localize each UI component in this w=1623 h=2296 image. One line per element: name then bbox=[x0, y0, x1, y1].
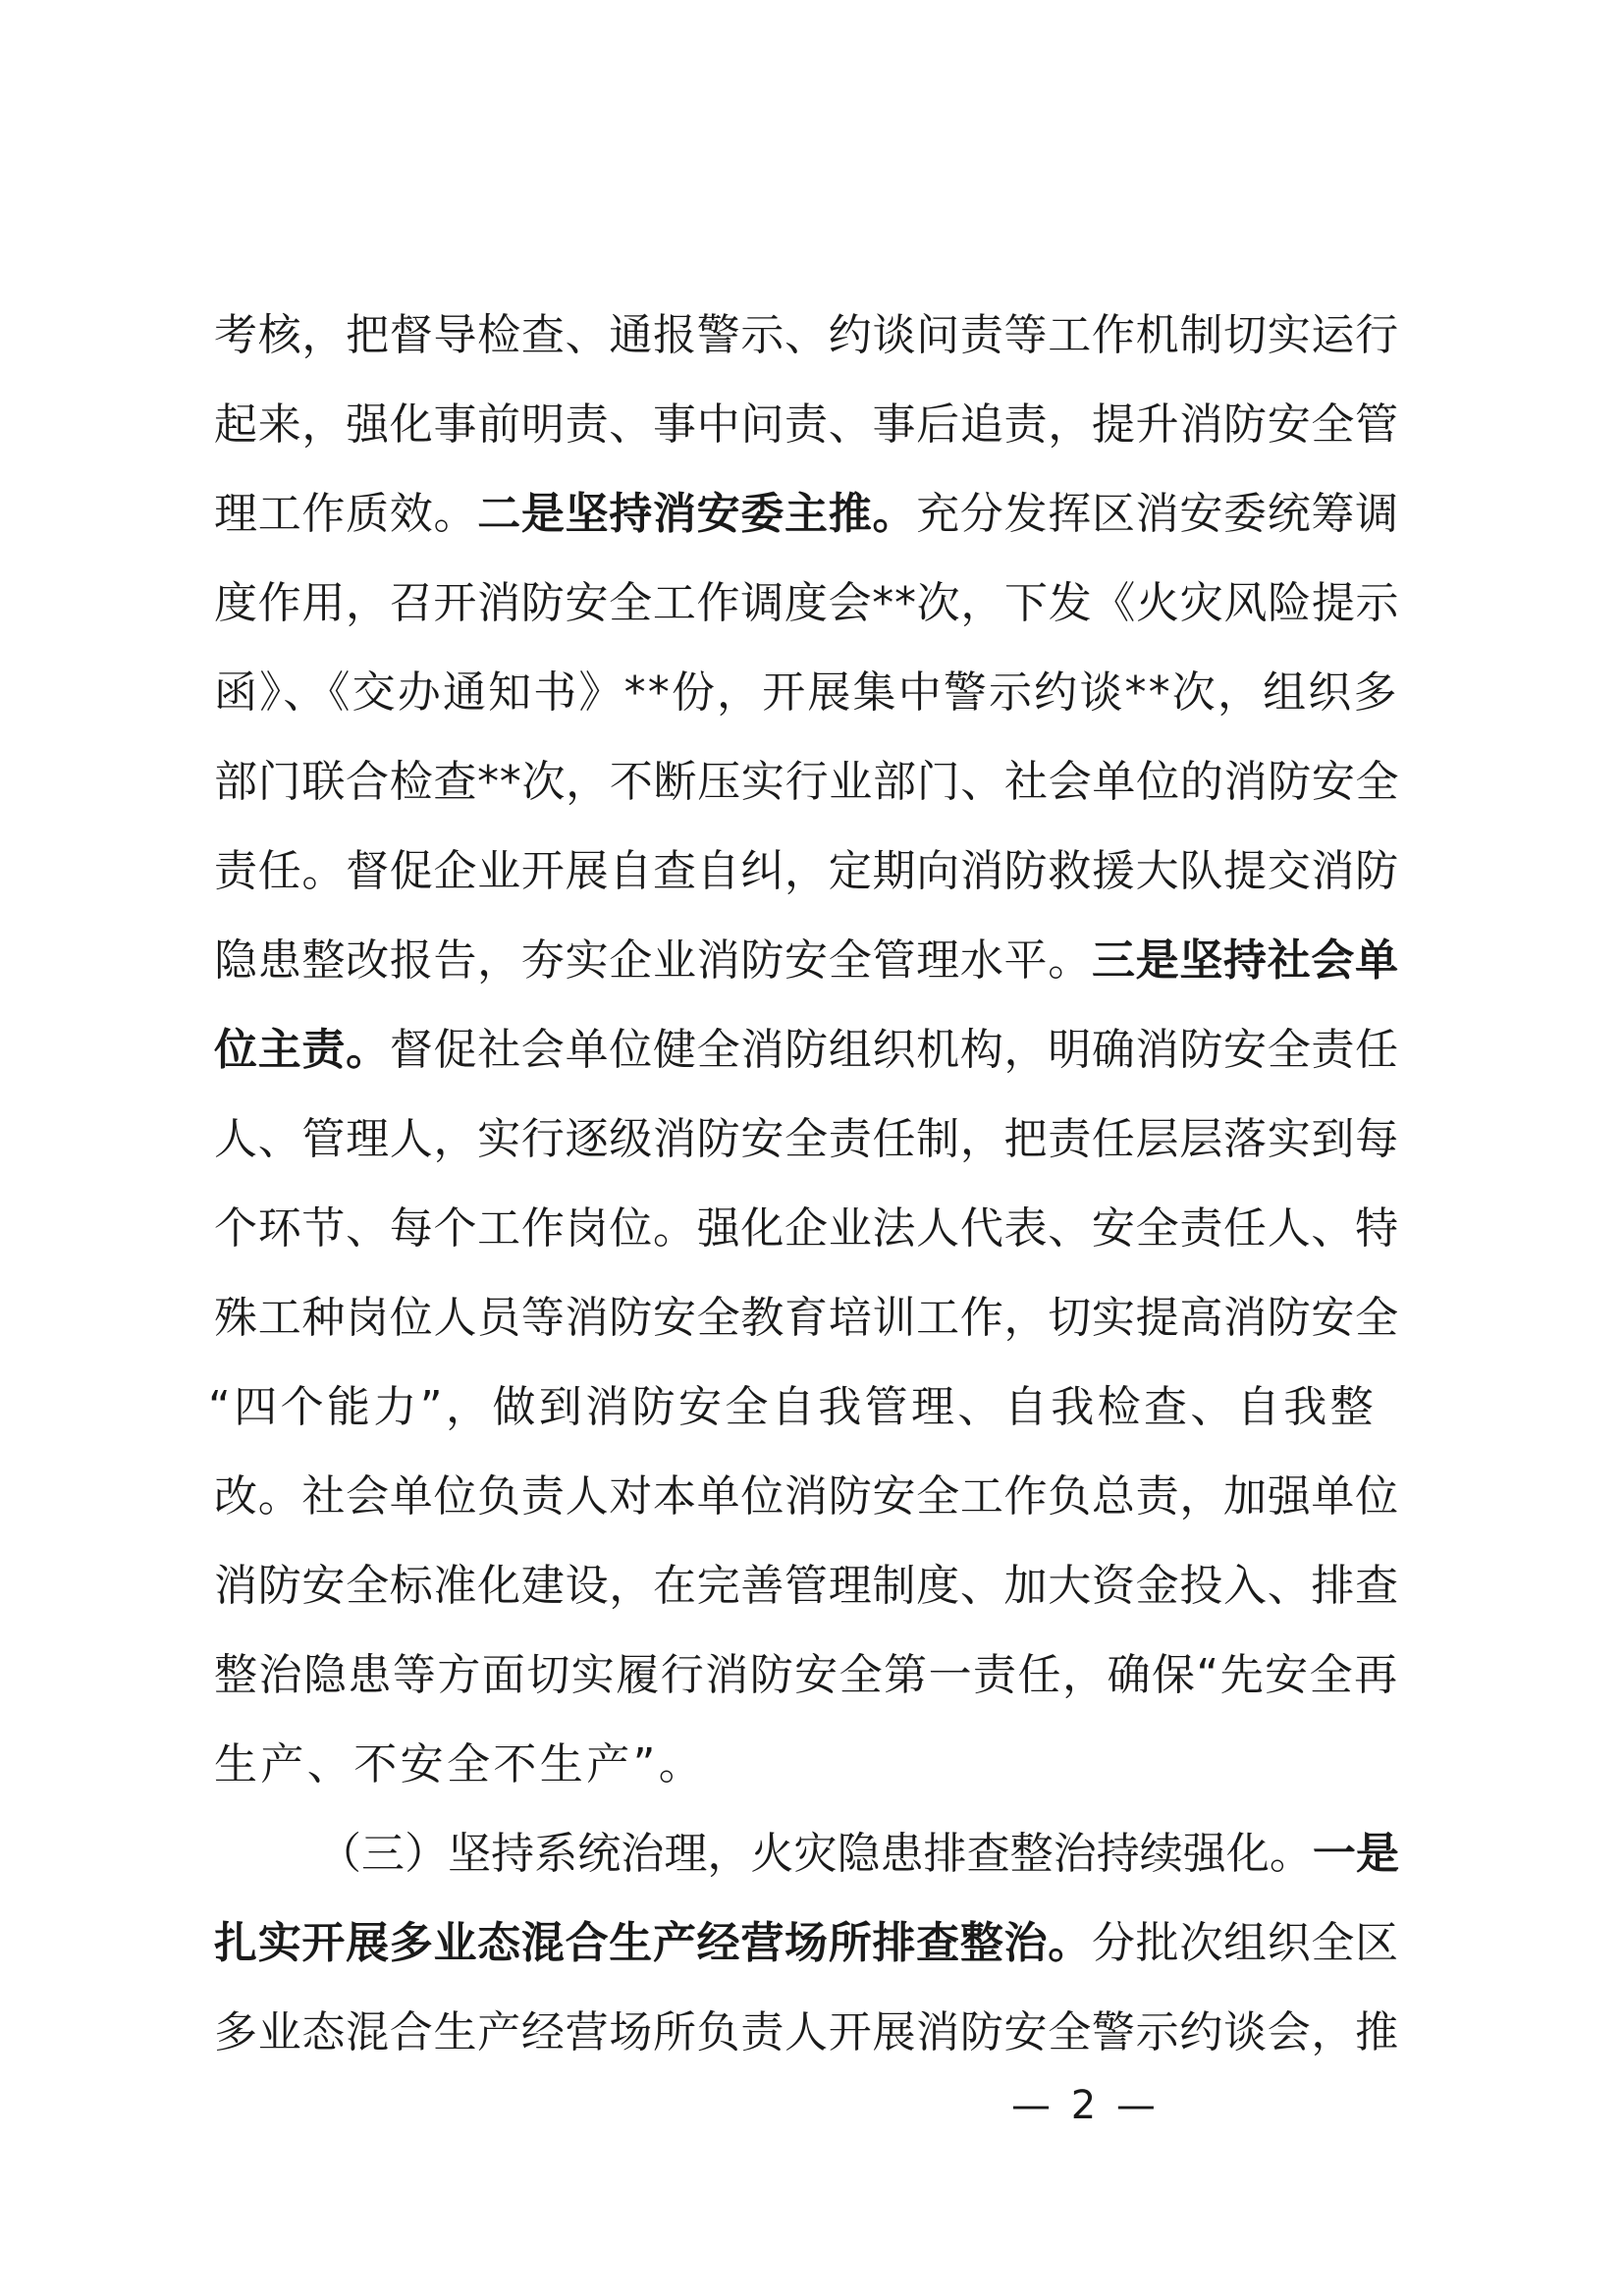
text-segment: 生产、不安全不生产”。 bbox=[214, 1739, 706, 1789]
text-line bbox=[214, 1914, 1399, 1973]
text-segment: 充分发挥区消安委统筹调 bbox=[916, 489, 1399, 539]
text-line bbox=[208, 1378, 1377, 1437]
text-segment: 理工作质效。 bbox=[214, 489, 478, 539]
text-line bbox=[214, 664, 1399, 722]
text-line bbox=[214, 932, 1399, 990]
text-segment: 消防安全标准化建设，在完善管理制度、加大资金投入、排查 bbox=[214, 1561, 1399, 1611]
text-line bbox=[214, 2003, 1399, 2062]
text-segment: 函》、《交办通知书》**份，开展集中警示约谈**次，组织多 bbox=[214, 667, 1399, 718]
text-line bbox=[214, 753, 1399, 812]
bold-segment: 位主责。 bbox=[214, 1025, 390, 1075]
text-line bbox=[214, 485, 1399, 544]
text-segment: 整治隐患等方面切实履行消防安全第一责任，确保“先安全再 bbox=[214, 1650, 1399, 1700]
page-number: — 2 — bbox=[1011, 2083, 1160, 2128]
text-segment: 督促社会单位健全消防组织机构，明确消防安全责任 bbox=[389, 1025, 1399, 1075]
text-line bbox=[214, 1468, 1399, 1526]
bold-segment: 三是坚持社会单 bbox=[1091, 935, 1399, 986]
text-line bbox=[214, 574, 1399, 633]
text-line bbox=[214, 1021, 1399, 1080]
text-line bbox=[214, 1557, 1399, 1616]
text-segment: 多业态混合生产经营场所负责人开展消防安全警示约谈会，推 bbox=[214, 2007, 1399, 2057]
text-segment: 殊工种岗位人员等消防安全教育培训工作，切实提高消防安全 bbox=[214, 1293, 1399, 1343]
text-line bbox=[214, 1735, 705, 1794]
text-segment: 考核，把督导检查、通报警示、约谈问责等工作机制切实运行 bbox=[214, 310, 1399, 360]
text-segment: （三）坚持系统治理，火灾隐患排查整治持续强化。 bbox=[318, 1829, 1313, 1879]
text-line bbox=[214, 306, 1399, 365]
bold-segment: 扎实开展多业态混合生产经营场所排查整治。 bbox=[214, 1918, 1092, 1968]
text-segment: 分批次组织全区 bbox=[1091, 1918, 1399, 1968]
text-segment: 起来，强化事前明责、事中问责、事后追责，提升消防安全管 bbox=[214, 400, 1399, 450]
text-line bbox=[214, 1110, 1399, 1169]
text-segment: 隐患整改报告，夯实企业消防安全管理水平。 bbox=[214, 935, 1092, 986]
text-segment: “四个能力”，做到消防安全自我管理、自我检查、自我整 bbox=[208, 1382, 1377, 1432]
text-segment: 部门联合检查**次，不断压实行业部门、社会单位的消防安全 bbox=[214, 757, 1400, 807]
text-line bbox=[214, 842, 1399, 901]
text-segment: 个环节、每个工作岗位。强化企业法人代表、安全责任人、特 bbox=[214, 1203, 1399, 1254]
bold-segment: 一是 bbox=[1312, 1829, 1400, 1879]
text-line bbox=[214, 1289, 1399, 1348]
bold-segment: 二是坚持消安委主推。 bbox=[477, 489, 917, 539]
text-segment: 人、管理人，实行逐级消防安全责任制，把责任层层落实到每 bbox=[214, 1114, 1399, 1164]
text-line bbox=[214, 1646, 1399, 1705]
text-line bbox=[214, 396, 1399, 454]
text-segment: 改。社会单位负责人对本单位消防安全工作负总责，加强单位 bbox=[214, 1471, 1399, 1522]
text-line bbox=[214, 1200, 1399, 1258]
text-segment: 责任。督促企业开展自查自纠，定期向消防救援大队提交消防 bbox=[214, 846, 1399, 896]
text-line bbox=[318, 1825, 1399, 1884]
text-segment: 度作用，召开消防安全工作调度会**次，下发《火灾风险提示 bbox=[214, 578, 1400, 628]
